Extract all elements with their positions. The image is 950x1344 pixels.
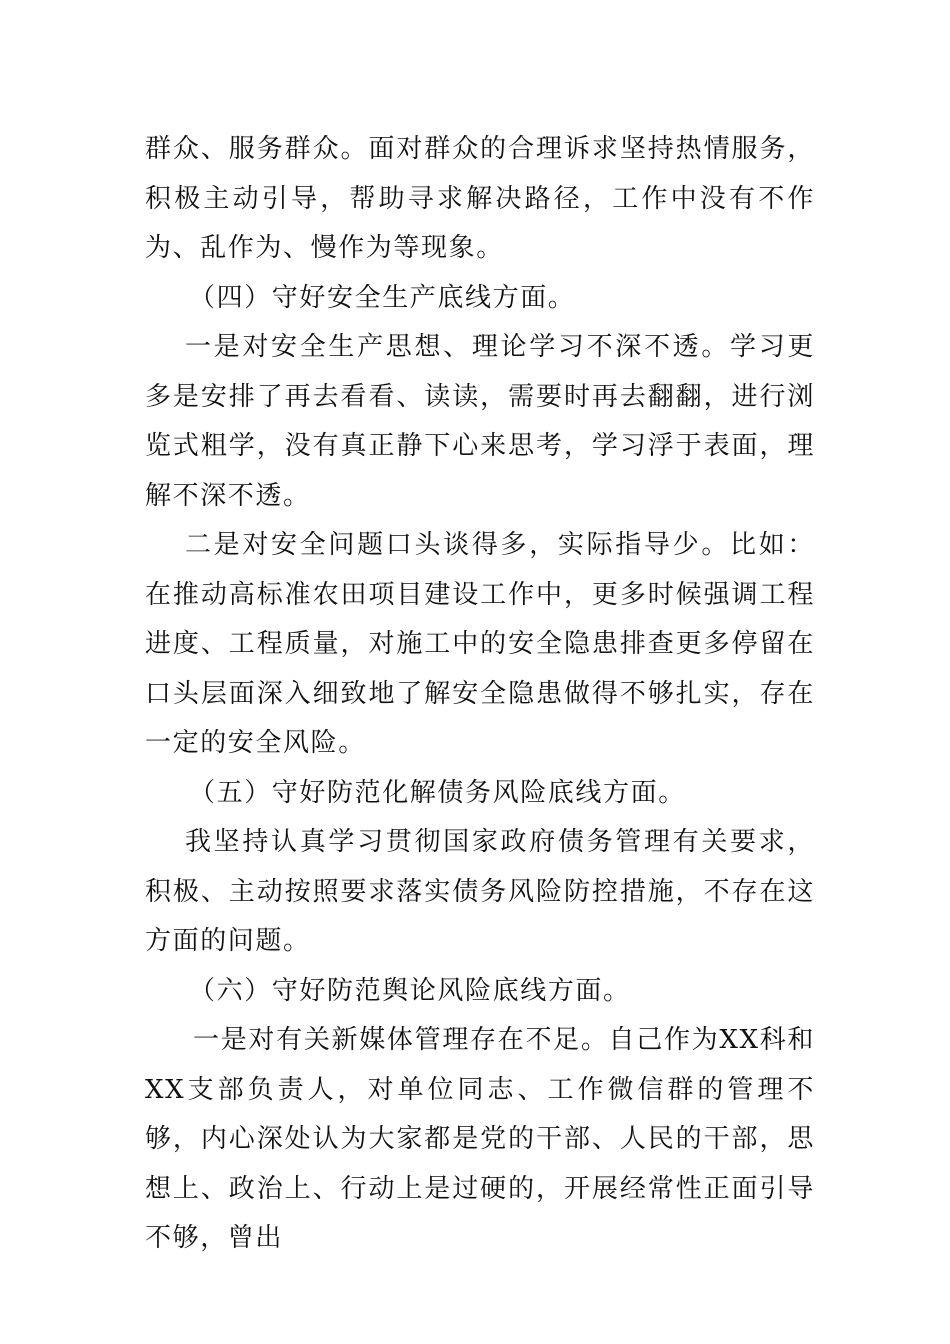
section-heading-6: （六）守好防范舆论风险底线方面。	[189, 975, 631, 1006]
paragraph-debt-risk: 我坚持认真学习贯彻国家政府债务管理有关要求，积极、主动按照要求落实债务风险防控措施，不存在这方面的问题。	[145, 827, 815, 956]
section-heading-5: （五）守好防范化解债务风险底线方面。	[189, 777, 686, 808]
paragraph-continuation: 群众、服务群众。面对群众的合理诉求坚持热情服务，积极主动引导，帮助寻求解决路径，工作中没有不作为、乱作为、慢作为等现象。	[145, 134, 815, 263]
document-body	[145, 125, 815, 1264]
paragraph-media-management: 一是对有关新媒体管理存在不足。自己作为XX科和XX支部负责人，对单位同志、工作微信群的管理不够，内心深处认为大家都是党的干部、人民的干部，思想上、政治上、行动上是过硬的，开展经常性正面引导不够，曾出	[145, 1025, 815, 1253]
paragraph-safety-study: 一是对安全生产思想、理论学习不深不透。学习更多是安排了再去看看、读读，需要时再去翻翻，进行浏览式粗学，没有真正静下心来思考，学习浮于表面，理解不深不透。	[145, 332, 815, 511]
paragraph-safety-guidance: 二是对安全问题口头谈得多，实际指导少。比如：在推动高标准农田项目建设工作中，更多时候强调工程进度、工程质量，对施工中的安全隐患排查更多停留在口头层面深入细致地了解安全隐患做得不够扎实，存在一定的安全风险。	[145, 530, 815, 758]
section-heading-4: （四）守好安全生产底线方面。	[189, 282, 576, 313]
